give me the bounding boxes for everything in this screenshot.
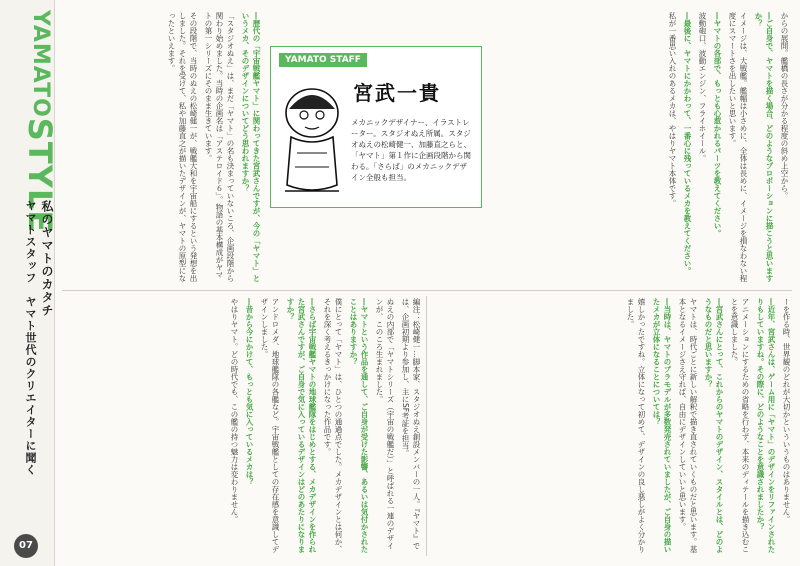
article-paragraph: やはりヤマト。どの時代でも、この艦の持つ魅力は変わりません。 bbox=[230, 298, 239, 523]
row-divider bbox=[62, 290, 792, 291]
interview-question: ―最後に、ヤマトにかかわって、一番心に残っているメカを教えてください。 bbox=[683, 12, 692, 275]
article-paragraph: アンドロメダ、地球艦隊の各艦など。宇宙戦艦としての存在感を意識してデザインしました。 bbox=[260, 298, 280, 553]
article-paragraph: からの展開。艦橋の長さが分かる程度の斜め上空から。 bbox=[780, 12, 789, 200]
interview-question: ―ご自身で、ヤマトを描く場合、どのようなプロポーションに描こうと思いますか？ bbox=[754, 12, 774, 282]
article-paragraph: 私が一番思い入れのあるメカは、やはりヤマト本体です。 bbox=[668, 12, 677, 207]
sidebar-title: 私のヤマトのカタチ bbox=[40, 200, 54, 317]
article-paragraph: 波動砲口、波動エンジン、フライホイール。 bbox=[698, 12, 707, 162]
article-column-b bbox=[62, 12, 262, 282]
staff-portrait-illustration bbox=[277, 73, 347, 201]
page-number-badge: 07 bbox=[14, 534, 38, 558]
interview-question: ―昔から今にかけて、もっとも気に入っているメカは？ bbox=[245, 298, 254, 486]
interview-question: ―ヤマトという作品を通して、ご自身が受けた影響、あるいは気付かされたことはありますか？ bbox=[349, 298, 369, 553]
yamato-style-logo bbox=[2, 10, 59, 234]
article-column-d bbox=[432, 298, 792, 556]
article-column-a bbox=[490, 12, 790, 282]
interview-question: ―ヤマトの各部で、もっとも心惹かれるパーツを教えてください。 bbox=[713, 12, 722, 237]
article-paragraph: イメージは、大戦艦。艦幅は小さめに、全体は長めに、イメージを損なわない程度にスマートさを出したいと思います。 bbox=[728, 12, 748, 282]
profile-tag: YAMATO STAFF bbox=[279, 53, 367, 67]
sidebar-subtitle: ヤマトスタッフ ヤマト世代のクリエイターに聞く bbox=[24, 200, 37, 476]
article-paragraph: 嬉しかったですね。立体になって初めて、デザインの良し悪しがよく分かりました。 bbox=[626, 298, 646, 553]
article-paragraph: 「スタジオぬえ」は、まだ「ヤマト」の名も決まっていないころ、企画段階から関わり始めました。当時の企画名は「アステロイド６」。物語の基本構成がヤマトの第一シリーズにそのまま生きています。 bbox=[204, 12, 235, 282]
article-paragraph: ーを作る時、世界観のどれが大切かといういうものはありません。 bbox=[782, 298, 791, 523]
logo-word: STYLE bbox=[21, 117, 59, 234]
article-paragraph: その段階で、当時のぬえの松崎健一が、戦艦大和を宇宙船にするという発想を出しました。それを受けて、私や加藤直之が描いたデザインが、ヤマトの原型になったといえます。 bbox=[167, 12, 198, 282]
logo-prefix: YAMATO bbox=[28, 10, 53, 118]
editor-note: 編注：松崎健一…脚本家、スタジオぬえ創設メンバーの一人。『ヤマト』では、企画初期より参加し、主にSF考証を担当。 bbox=[401, 298, 421, 550]
profile-box bbox=[270, 46, 482, 208]
article-paragraph: ぬえの内部で「ヤマトシリーズ（宇宙の戦艦だ）」と呼ばれる一連のデザインが、このころ生まれました。 bbox=[375, 298, 395, 550]
gutter-divider-1 bbox=[426, 296, 427, 556]
article-paragraph: 僕にとって「ヤマト」は、ひとつの通過点でした。メカデザインとは何か、それを深く考えるきっかけになった作品です。 bbox=[323, 298, 343, 553]
interview-question: ―近年、宮武さんは、ゲーム用に「ヤマト」のデザインをリファインされたりもしていますね。その際に、どのようなことを意識されましたか？ bbox=[756, 298, 776, 553]
profile-name: 宮武一貴 bbox=[353, 81, 441, 105]
profile-description: メカニックデザイナー、イラストレーター。スタジオぬえ所属。スタジオぬえの松崎健一、加藤直之らと、「ヤマト」第１作に企画段階から関わる。「さらば」のメカニックデザイン全般も担当。 bbox=[351, 118, 471, 182]
article-paragraph: アニメーションにするための省略を行わず、本来のディテールを描き込むことを意識しました。 bbox=[730, 298, 750, 553]
article-paragraph: ヤマトは、時代ごとに新しい解釈で描き直されていくものだと思います。基本となるイメージさえ守れば、自由にデザインしていいと思います。 bbox=[678, 298, 698, 553]
sidebar-strip bbox=[0, 0, 59, 566]
interview-question: ―宮武さんにとって、これからのヤマトのデザイン、スタイルとは、どのようなものだと思いますか？ bbox=[704, 298, 724, 553]
interview-question: ―さらば宇宙戦艦ヤマトの地球艦隊をはじめとする、メカデザインを作られた宮武さんですが、ご自身で気に入っているデザインはどのあたりになりますか？ bbox=[286, 298, 317, 553]
interview-question: ―歴代の「宇宙戦艦ヤマト」に関わってきた宮武さんですが、今の「ヤマト」というメカ、そのデザインについてどう思われますか？ bbox=[241, 12, 261, 282]
article-column-c bbox=[62, 298, 422, 556]
interview-question: ―当時は、ヤマトのプラモデルが多数発売されていましたが、ご自身の描いたメカが立体になることについては？ bbox=[652, 298, 672, 553]
